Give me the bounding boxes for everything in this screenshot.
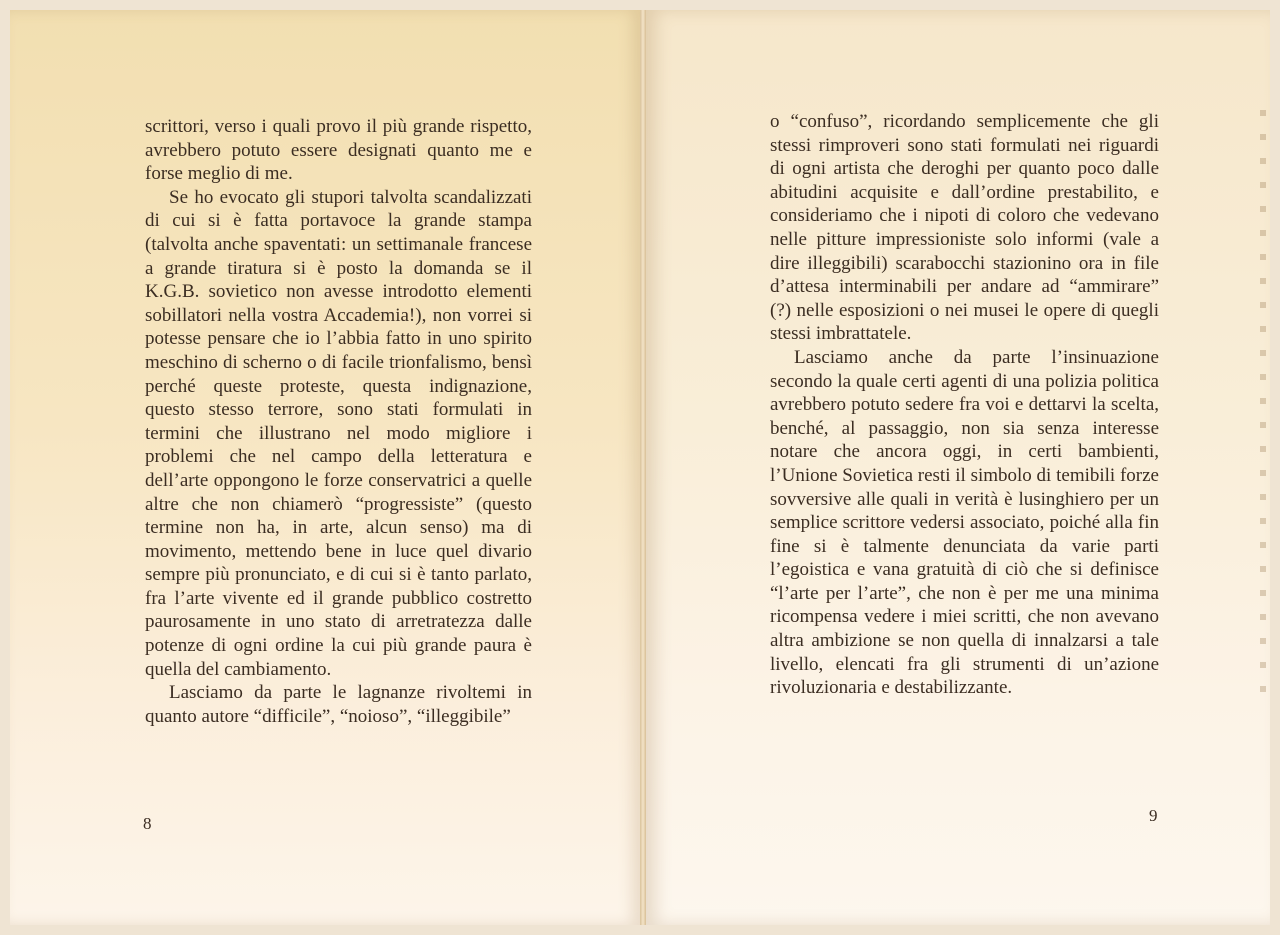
left-paragraph-2: Se ho evocato gli stupori talvolta scandalizzati di cui si è fatta portavoce la grande stampa (talvolta anche spaventati: un settimanale francese a grande tiratura si è posto la domanda se il K.G.B. sovietico non avesse introdotto elementi sobillatori nella vostra Accademia!), non vorrei si potesse pensare che io l’abbia fatto in uno spirito meschino di scherno o di facile trionfalismo, bensì perché queste proteste, questa indignazione, questo stesso terrore, sono stati formulati in termini che illustrano nel modo migliore i problemi che nel campo della letteratura e dell’arte oppongono le forze conservatrici a quelle altre che non chiamerò “progressiste” (questo termine non ha, in arte, alcun senso) ma di movimento, mettendo bene in luce quel divario sempre più pronunciato, e di cui si è tanto parlato, fra l’arte vivente ed il grande pubblico costretto paurosamente in uno stato di arretratezza dalle potenze di ogni ordine la cui più grande paura è quella del cambiamento.: [145, 186, 532, 680]
left-page-text: [145, 115, 532, 728]
right-page-text: [770, 110, 1159, 700]
left-page-number: 8: [143, 814, 152, 833]
right-page-number: 9: [1149, 806, 1158, 825]
page-edge-marks: [1260, 110, 1266, 710]
right-page: [646, 10, 1270, 925]
left-paragraph-3: Lasciamo da parte le lagnanze rivoltemi in quanto autore “difficile”, “noioso”, “illeggibile”: [145, 682, 532, 727]
right-paragraph-1: o “confuso”, ricordando semplicemente che gli stessi rimproveri sono stati formulati nei riguardi di ogni artista che deroghi per quanto poco dalle abitudini acquisite e dall’ordine prestabilito, e consideriamo che i nipoti di coloro che vedevano nelle pitture impressioniste solo informi (vale a dire illeggibili) scarabocchi stazionino ora in file d’attesa interminabili per andare ad “ammirare” (?) nelle esposizioni o nei musei le opere di quegli stessi imbrattatele.: [770, 111, 1159, 345]
left-paragraph-1: scrittori, verso i quali provo il più grande rispetto, avrebbero potuto essere designati quanto me e forse meglio di me.: [145, 116, 532, 185]
right-paragraph-2: Lasciamo anche da parte l’insinuazione secondo la quale certi agenti di una polizia politica avrebbero potuto sedere fra voi e dettarvi la scelta, benché, al passaggio, non sia senza interesse notare che ancora oggi, in certi bambienti, l’Unione Sovietica resti il simbolo di temibili forze sovversive alle quali in verità è lusinghiero per un semplice scrittore vedersi associato, poiché alla fin fine si è talmente denunciata da varie parti l’egoistica e vana gratuità di ciò che si definisce “l’arte per l’arte”, che non è per me una minima ricompensa vedere i miei scritti, che non avevano altra ambizione se non quella di innalzarsi a tale livello, elencati fra gli strumenti di un’azione rivoluzionaria e destabilizzante.: [770, 346, 1159, 699]
left-page: [10, 10, 640, 925]
